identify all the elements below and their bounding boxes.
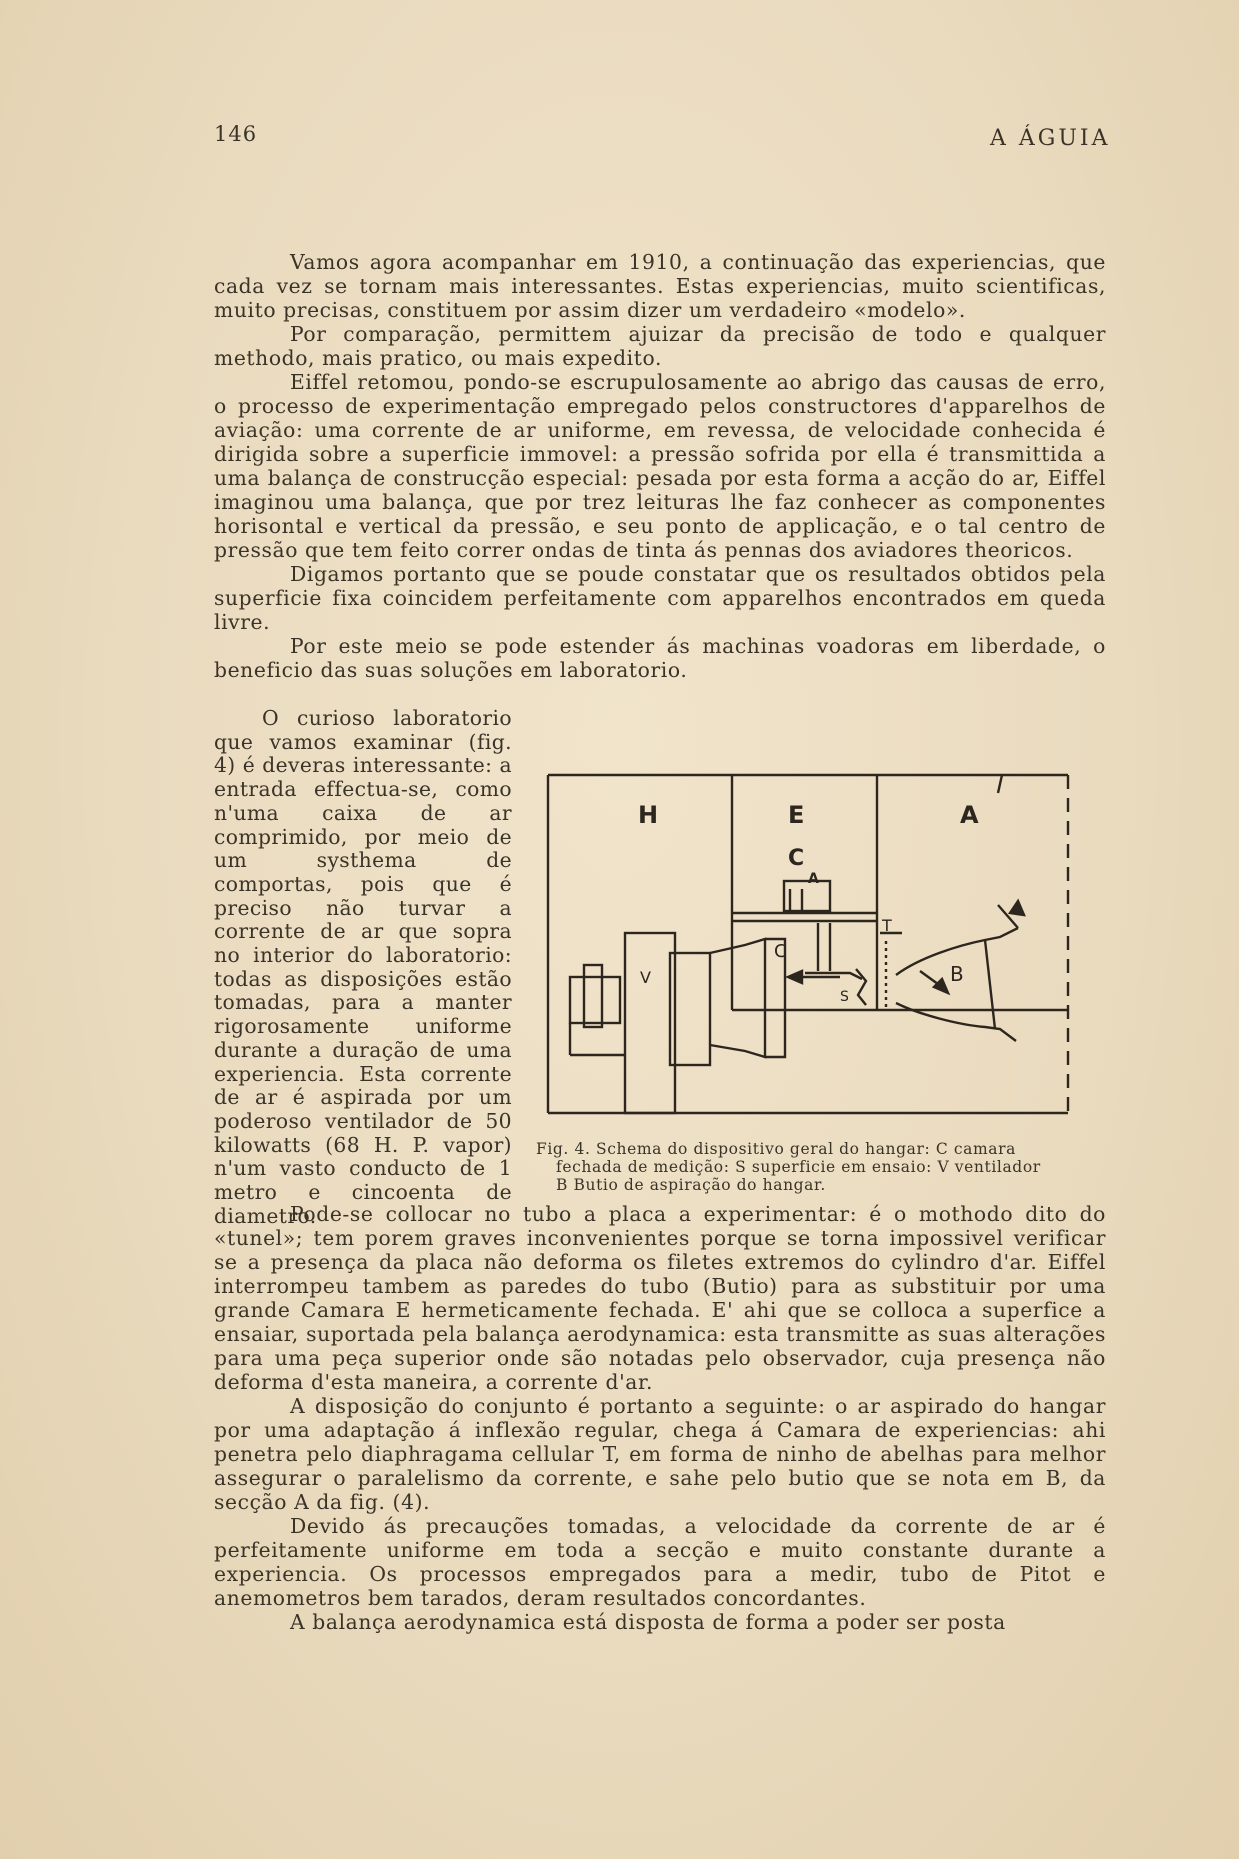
paragraph: Vamos agora acompanhar em 1910, a continuação das experiencias, que cada vez se tornam mais interessantes. Estas experiencias, muito scientificas, muito precisas, constituem por assim dizer um verdadeiro «modelo». [214, 250, 1106, 322]
motor-block [570, 977, 620, 1023]
label-a: A [960, 801, 979, 829]
paragraph: Digamos portanto que se poude constatar que os resultados obtidos pela superficie fixa coincidem perfeitamente com apparelhos encontrados em queda livre. [214, 562, 1106, 634]
label-c-mid: C [774, 941, 787, 962]
label-s: S [840, 989, 849, 1005]
label-v: V [640, 968, 651, 987]
ventilator-housing [625, 933, 675, 1113]
bell-arrowhead [934, 979, 948, 993]
bell-mouth [985, 940, 995, 1029]
paragraph: Por este meio se pode estender ás machinas voadoras em liberdade, o beneficio das suas soluções em laboratorio. [214, 634, 1106, 682]
wrapped-column [214, 707, 512, 1228]
paragraph: Devido ás precauções tomadas, a velocidade da corrente de ar é perfeitamente uniforme em toda a secção e muito constante durante a experiencia. Os processos empregados para a medir, tubo de Pitot e anemometros bem tarados, deram resultados concordantes. [214, 1514, 1106, 1610]
caption-line-3: B Butio de aspiração do hangar. [556, 1176, 826, 1194]
paragraph: O curioso laboratorio que vamos examinar (fig. 4) é deveras interessante: a entrada effectua-se, como n'uma caixa de ar comprimido, por meio de um systhema de comportas, pois que é preciso não turvar a corrente de ar que sopra no interior do laboratorio: todas as disposições estão tomadas, para a manter rigorosamente uniforme durante a duração de uma experiencia. Esta corrente de ar é aspirada por um poderoso ventilador de 50 kilowatts (68 H. P. vapor) n'um vasto conducto de 1 metro e cincoenta de diametro. [214, 706, 512, 1228]
flow-arrowhead [788, 971, 802, 983]
paragraph: Por comparação, permittem ajuizar da precisão de todo e qualquer methodo, mais pratico, ou mais expedito. [214, 322, 1106, 370]
label-a-small: A [808, 871, 819, 887]
bell-lower [896, 1003, 1016, 1041]
caption-line-2: fechada de medição: S superficie em ensaio: V ventilador [556, 1158, 1041, 1176]
body-text-top [214, 250, 1106, 682]
label-e: E [788, 801, 805, 829]
air-arrowhead [1010, 901, 1024, 915]
label-h: H [638, 801, 659, 829]
caption-label: Fig. 4. [536, 1140, 591, 1158]
surface-s [856, 969, 866, 1005]
figure-4-diagram [540, 765, 1076, 1118]
paragraph: A disposição do conjunto é portanto a seguinte: o ar aspirado do hangar por uma adaptação á inflexão regular, chega á Camara de experiencias: ahi penetra pelo diaphragama cellular T, em forma de ninho de abelhas para melhor assegurar o paralelismo da corrente, e sahe pelo butio que se nota em B, da secção A da fig. (4). [214, 1394, 1106, 1514]
label-b: B [950, 962, 964, 986]
hangar-schema [540, 765, 1076, 1118]
inlet-tube [710, 939, 765, 1057]
motor-core [584, 965, 602, 1027]
label-t: T [882, 916, 892, 935]
tick [998, 775, 1002, 793]
paragraph: Pode-se collocar no tubo a placa a experimentar: é o mothodo dito do «tunel»; tem porem graves inconvenientes porque se torna impossivel verificar se a presença da placa não deforma os filetes extremos do cylindro d'ar. Eiffel interrompeu tambem as paredes do tubo (Butio) para as substituir por uma grande Camara E hermeticamente fechada. E' ahi que se colloca a superfice a ensaiar, suportada pela balança aerodynamica: esta transmitte as suas alterações para uma peça superior onde são notadas pelo observador, cuja presença não deforma d'esta maneira, a corrente d'ar. [214, 1202, 1106, 1394]
body-text-bottom [214, 1202, 1106, 1634]
caption-line-1: Schema do dispositivo geral do hangar: C camara [596, 1140, 1016, 1158]
running-title: A ÁGUIA [990, 126, 1111, 151]
page-number: 146 [214, 122, 258, 146]
label-c-top: C [788, 846, 805, 871]
paragraph: Eiffel retomou, pondo-se escrupulosamente ao abrigo das causas de erro, o processo de experimentação empregado pelos constructores d'apparelhos de aviação: uma corrente de ar uniforme, em revessa, de velocidade conhecida é dirigida sobre a superficie immovel: a pressão sofrida por ella é transmittida a uma balança de construcção especial: pesada por esta forma a acção do ar, Eiffel imaginou uma balança, que por trez leituras lhe faz conhecer as componentes horisontal e vertical da pressão, e seu ponto de applicação, e o tal centro de pressão que tem feito correr ondas de tinta ás pennas dos aviadores theoricos. [214, 370, 1106, 562]
paragraph: A balança aerodynamica está disposta de forma a poder ser posta [290, 1610, 1006, 1634]
figure-caption [536, 1140, 1106, 1194]
